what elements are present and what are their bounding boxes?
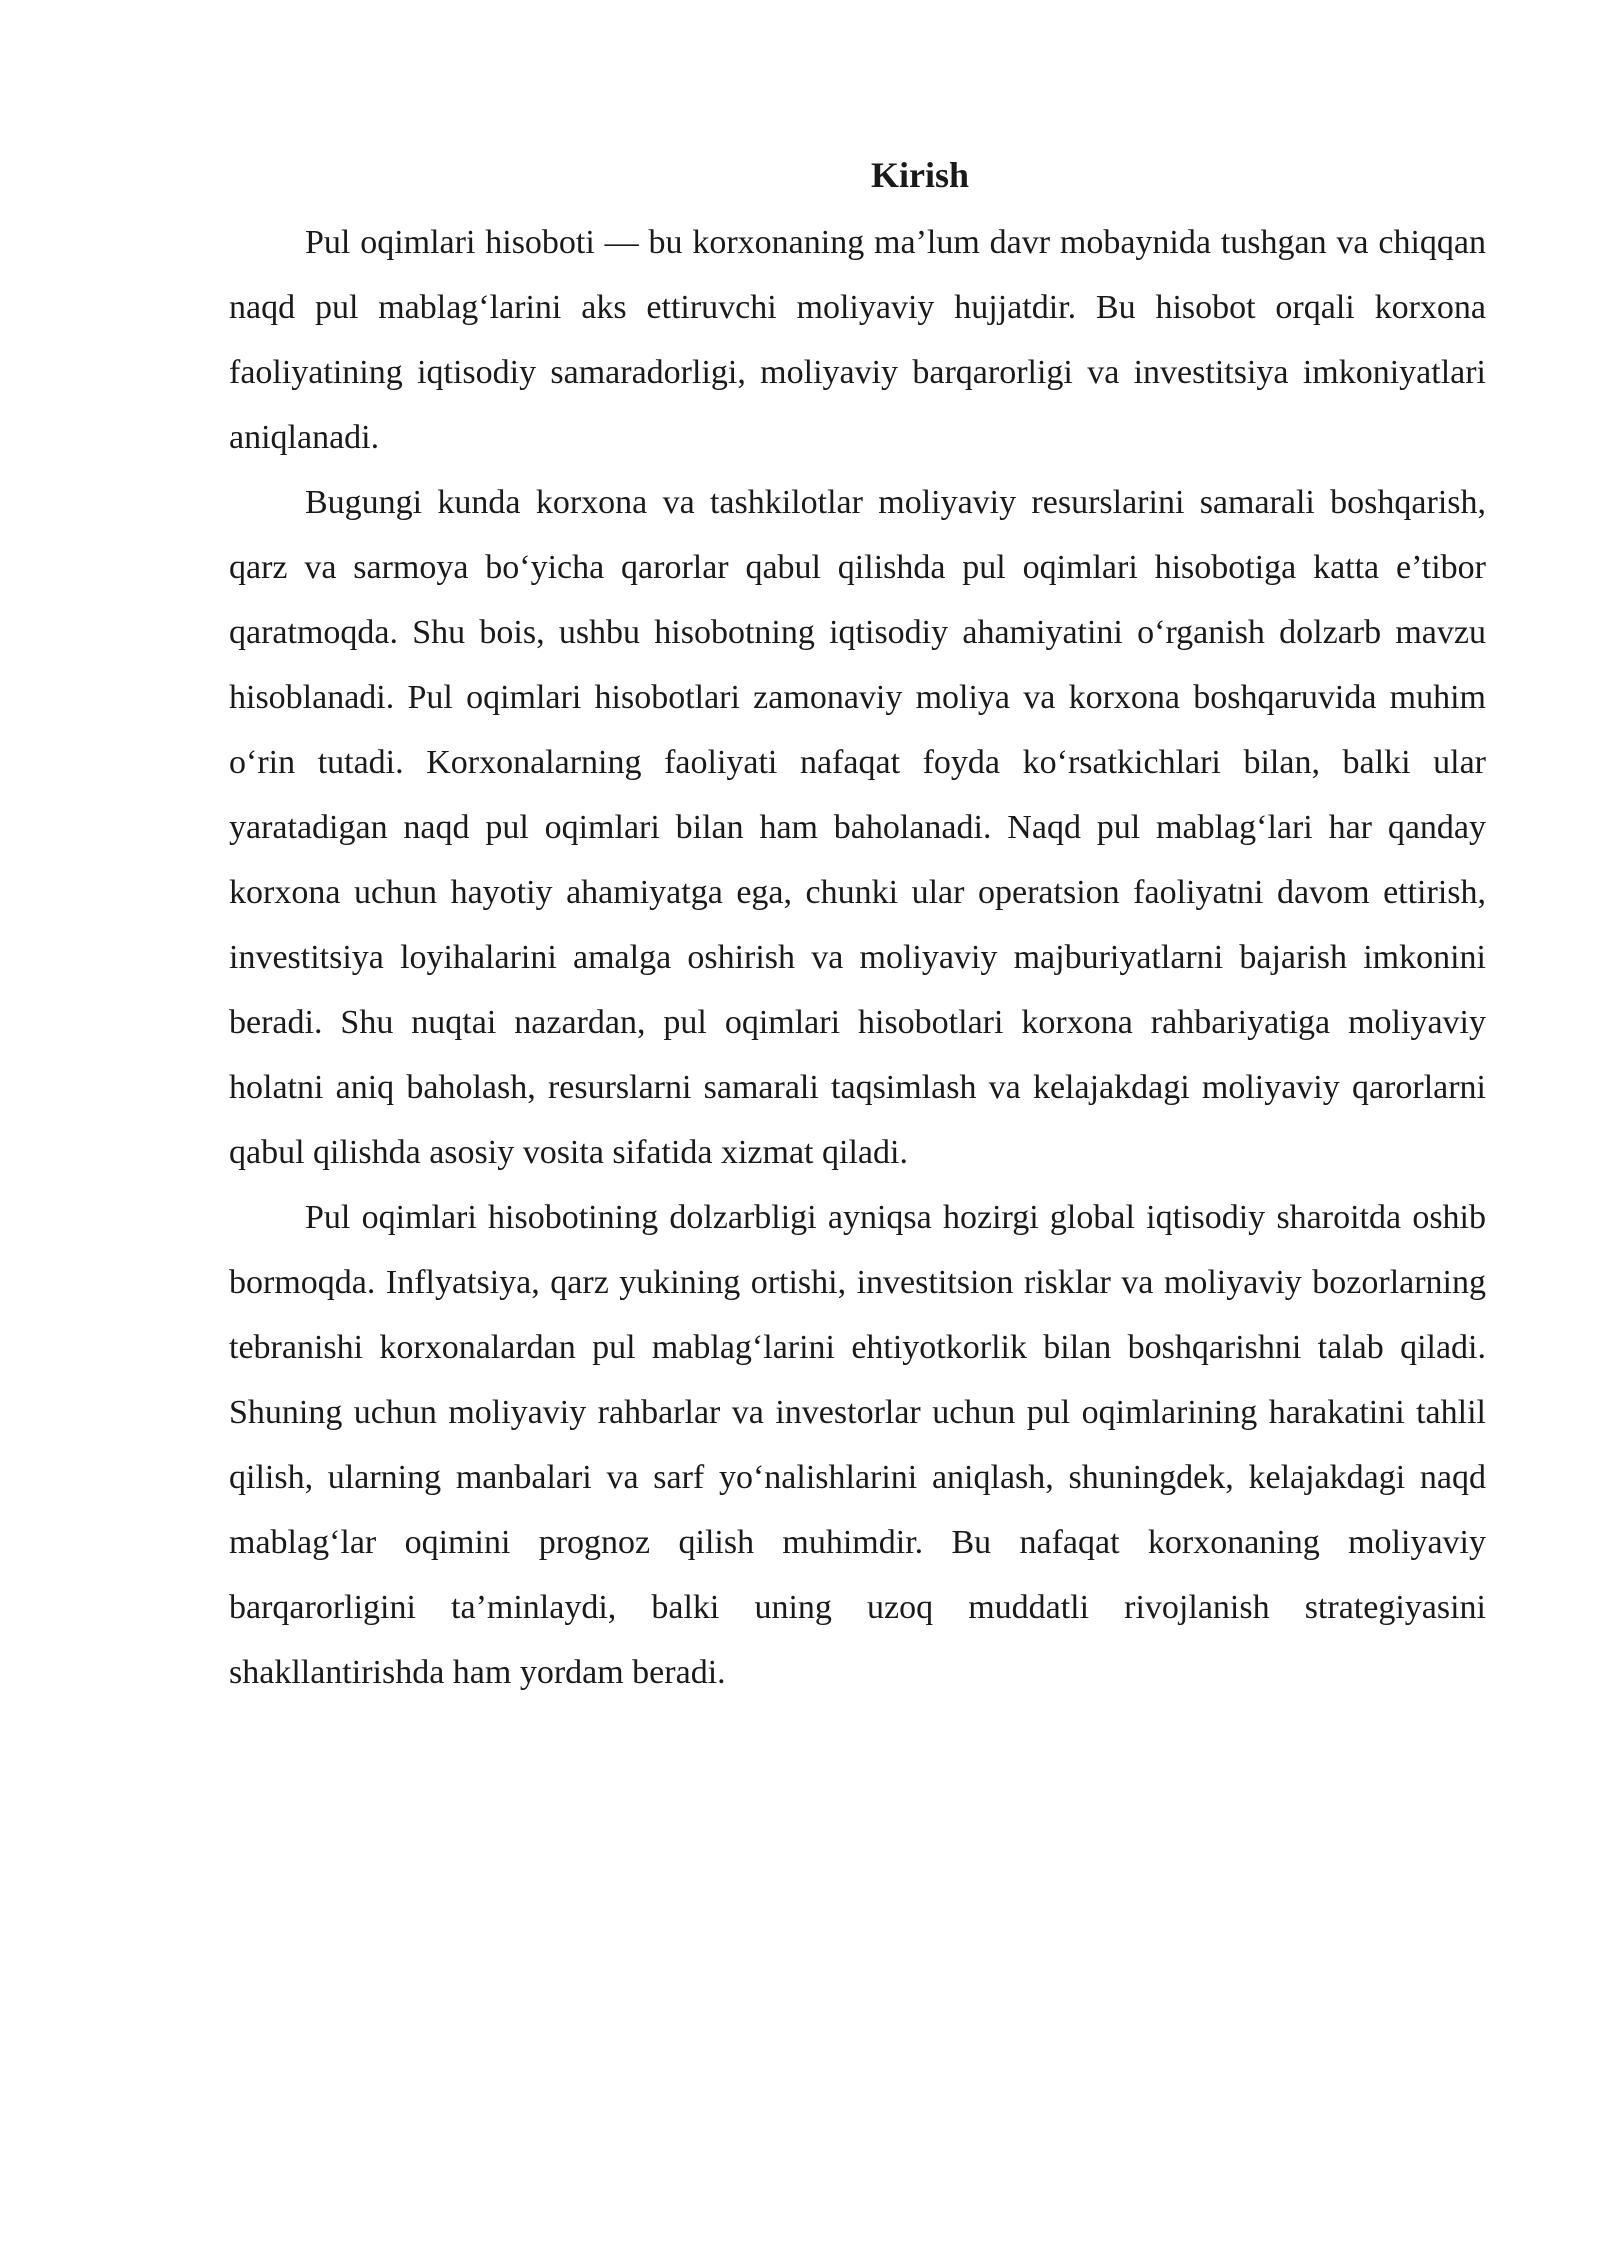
paragraph-3: Pul oqimlari hisobotining dolzarbligi ayniqsa hozirgi global iqtisodiy sharoitda oshib bormoqda. Inflyatsiya, qarz yukining ortishi, investitsion risklar va moliyaviy bozorlarning tebranishi korxonalardan pul mablag‘larini ehtiyotkorlik bilan boshqarishni talab qiladi. Shuning uchun moliyaviy rahbarlar va investorlar uchun pul oqimlarining harakatini tahlil qilish, ularning manbalari va sarf yo‘nalishlarini aniqlash, shuningdek, kelajakdagi naqd mablag‘lar oqimini prognoz qilish muhimdir. Bu nafaqat korxonaning moliyaviy barqarorligini ta’minlaydi, balki uning uzoq muddatli rivojlanish strategiyasini shakllantirishda ham yordam beradi. (229, 1199, 1486, 1691)
document-body (229, 146, 1486, 1705)
paragraph-1: Pul oqimlari hisoboti — bu korxonaning ma’lum davr mobaynida tushgan va chiqqan naqd pul mablag‘larini aks ettiruvchi moliyaviy hujjatdir. Bu hisobot orqali korxona faoliyatining iqtisodiy samaradorligi, moliyaviy barqarorligi va investitsiya imkoniyatlari aniqlanadi. (229, 224, 1486, 456)
section-title: Kirish (870, 155, 969, 195)
paragraph-2: Bugungi kunda korxona va tashkilotlar moliyaviy resurslarini samarali boshqarish, qarz va sarmoya bo‘yicha qarorlar qabul qilishda pul oqimlari hisobotiga katta e’tibor qaratmoqda. Shu bois, ushbu hisobotning iqtisodiy ahamiyatini o‘rganish dolzarb mavzu hisoblanadi. Pul oqimlari hisobotlari zamonaviy moliya va korxona boshqaruvida muhim o‘rin tutadi. Korxonalarning faoliyati nafaqat foyda ko‘rsatkichlari bilan, balki ular yaratadigan naqd pul oqimlari bilan ham baholanadi. Naqd pul mablag‘lari har qanday korxona uchun hayotiy ahamiyatga ega, chunki ular operatsion faoliyatni davom ettirish, investitsiya loyihalarini amalga oshirish va moliyaviy majburiyatlarni bajarish imkonini beradi. Shu nuqtai nazardan, pul oqimlari hisobotlari korxona rahbariyatiga moliyaviy holatni aniq baholash, resurslarni samarali taqsimlash va kelajakdagi moliyaviy qarorlarni qabul qilishda asosiy vosita sifatida xizmat qiladi. (229, 484, 1486, 1171)
